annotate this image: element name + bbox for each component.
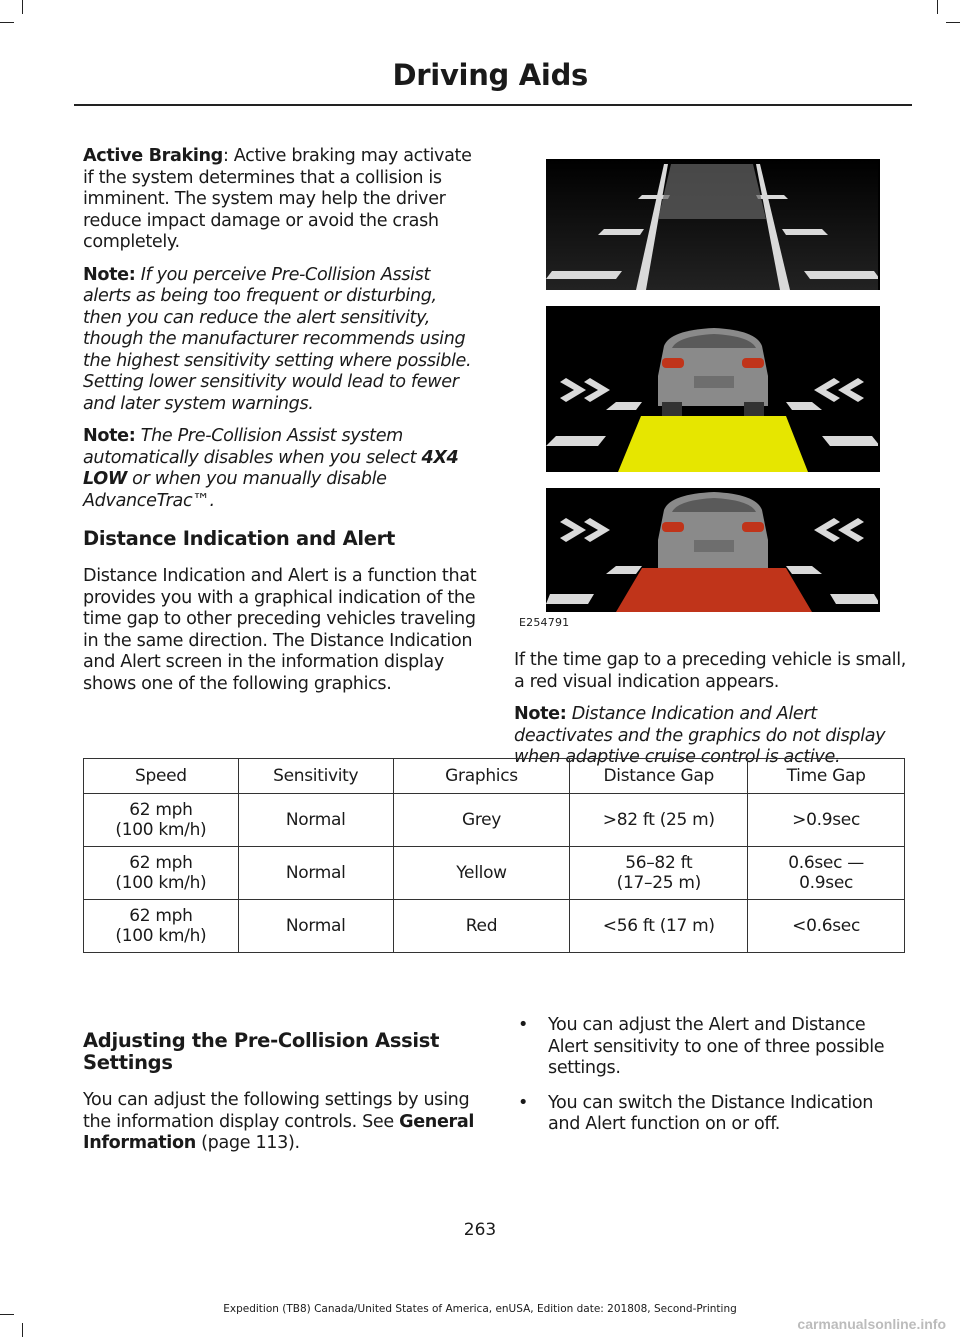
- note-bold-term: 4X4 LOW: [83, 447, 459, 489]
- list-item: • You can adjust the Alert and Distance Alert sensitivity to one of three possible settings.: [518, 1015, 885, 1078]
- list-item: • You can switch the Distance Indication and Alert function on or off.: [518, 1092, 874, 1134]
- crop-mark: [22, 1323, 23, 1337]
- adjust-bullets: [514, 1015, 908, 1149]
- table-header-row: [84, 759, 905, 794]
- note-label: Note:: [83, 264, 136, 285]
- left-column: [83, 146, 477, 706]
- cell-sensitivity: Normal: [238, 900, 393, 953]
- cell-distance-gap: 56–82 ft (17–25 m): [570, 847, 748, 900]
- section-heading: Distance Indication and Alert: [83, 527, 396, 550]
- figure-grey-road: [546, 159, 880, 290]
- bullet-icon: •: [518, 1092, 529, 1113]
- note-label: Note:: [83, 426, 136, 446]
- crop-mark: [22, 0, 23, 14]
- figure-code: E254791: [519, 616, 570, 629]
- note-text: or when you manually disable AdvanceTrac™.: [83, 469, 387, 511]
- cell-distance-gap: >82 ft (25 m): [570, 794, 748, 847]
- page-number: 263: [463, 1220, 497, 1240]
- adjust-paragraph: You can adjust the following settings by using the information display controls. See General Information (page 113).: [83, 1090, 475, 1153]
- cell-speed: 62 mph (100 km/h): [84, 847, 239, 900]
- cell-graphics: Yellow: [393, 847, 570, 900]
- note-disable: [83, 426, 477, 512]
- page-title: Driving Aids: [392, 58, 588, 92]
- header-distance-gap: Distance Gap: [570, 759, 748, 794]
- figure-red-alert: [546, 488, 880, 612]
- cell-time-gap: >0.9sec: [748, 794, 905, 847]
- distance-indication-paragraph: Distance Indication and Alert is a function that provides you with a graphical indication of the time gap to other preceding vehicles traveling in the same direction. The Distance Indication and Alert screen in the information display shows one of the following graphics.: [83, 566, 477, 694]
- car-icon: [658, 492, 768, 568]
- note-sensitivity: [83, 265, 477, 416]
- header-speed: Speed: [84, 759, 239, 794]
- header-rule: [74, 104, 912, 106]
- distance-gap-table: [83, 758, 905, 953]
- header-time-gap: Time Gap: [748, 759, 905, 794]
- figure-yellow-alert: [546, 306, 880, 472]
- cell-time-gap: 0.6sec — 0.9sec: [748, 847, 905, 900]
- note-label: Note:: [514, 704, 567, 724]
- active-braking-paragraph: [83, 146, 477, 254]
- cell-sensitivity: Normal: [238, 794, 393, 847]
- note-text: The Pre-Collision Assist system automatically disables when you select: [83, 426, 422, 468]
- table-row: [84, 900, 905, 953]
- header-sensitivity: Sensitivity: [238, 759, 393, 794]
- adjust-heading: Adjusting the Pre-Collision Assist Settings: [83, 1029, 440, 1074]
- crop-mark: [937, 0, 938, 14]
- active-braking-text: : Active braking may activate if the system determines that a collision is imminent. The system may help the driver reduce impact damage or avoid the crash completely.: [83, 146, 472, 252]
- note-text: If you perceive Pre-Collision Assist alerts as being too frequent or disturbing, then you can reduce the alert sensitivity, though the manufacturer recommends using the highest sensitivity setting where possible. Setting lower sensitivity would lead to fewer and later system warnings.: [83, 264, 472, 414]
- footer-edition: Expedition (TB8) Canada/United States of America, enUSA, Edition date: 201808, Second-Printing: [223, 1303, 737, 1315]
- cell-distance-gap: <56 ft (17 m): [570, 900, 748, 953]
- active-braking-term: Active Braking: [83, 146, 223, 166]
- cell-sensitivity: Normal: [238, 847, 393, 900]
- adjust-section: [83, 1016, 477, 1166]
- car-icon: [658, 328, 768, 416]
- crop-mark: [946, 22, 960, 23]
- cell-graphics: Grey: [393, 794, 570, 847]
- cell-speed: 62 mph (100 km/h): [84, 794, 239, 847]
- header-graphics: Graphics: [393, 759, 570, 794]
- bullet-icon: •: [518, 1015, 529, 1035]
- cross-reference-link[interactable]: General Information: [83, 1111, 475, 1153]
- crop-mark: [0, 22, 14, 23]
- watermark: carmanualsonline.info: [797, 1316, 946, 1332]
- note-text: Distance Indication and Alert deactivates and the graphics do not display when adaptive cruise control is active.: [514, 704, 886, 767]
- red-indication-paragraph: If the time gap to a preceding vehicle is small, a red visual indication appears.: [514, 650, 906, 692]
- table-row: [84, 847, 905, 900]
- table-row: [84, 794, 905, 847]
- distance-alert-figures: [546, 159, 880, 628]
- cell-time-gap: <0.6sec: [748, 900, 905, 953]
- cell-graphics: Red: [393, 900, 570, 953]
- cell-speed: 62 mph (100 km/h): [84, 900, 239, 953]
